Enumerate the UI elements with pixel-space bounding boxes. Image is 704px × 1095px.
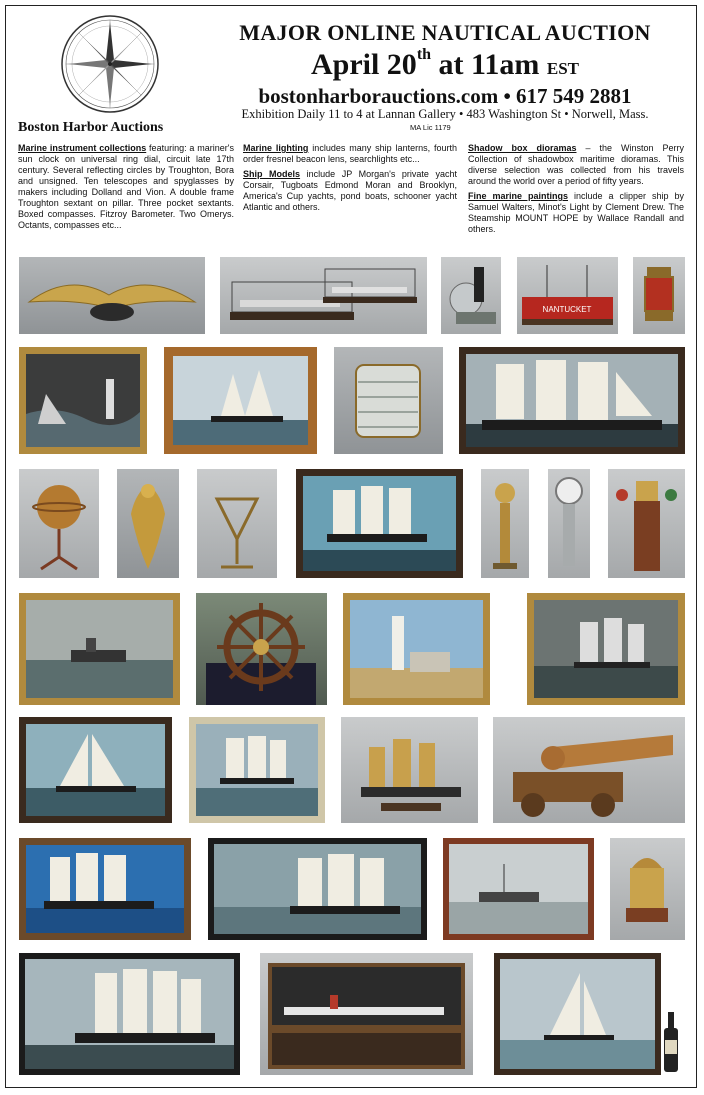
terrestrial-globe-photo[interactable] [19,469,99,578]
tugboat-painting[interactable] [19,593,180,705]
engine-order-telegraph-photo[interactable] [548,469,590,578]
bronze-cannon-photo[interactable] [493,717,685,823]
lighthouse-storm-painting[interactable] [19,347,147,454]
license-number: MA Lic 1179 [410,123,451,132]
steamship-painting[interactable] [443,838,594,940]
large-ship-diorama-photo[interactable] [19,953,240,1075]
sloop-diorama-photo[interactable] [19,717,172,823]
clipper-diorama-photo[interactable] [296,469,463,578]
column-instruments: Marine instrument collections featuring: a mariner's sun clock on universal ring dial, circuit late 17th century. Several reflecting circles by Troughton, Bora and unsigned. Ten telescopes and spyglasses by makers including Dolland and Vion. A double frame Troughton sextant on pillar. Three pocket sextants. Boxed compasses. Fitzroy Barometer. Two Omerys. Octants, compasses etc... [18,143,234,230]
lightship-model-photo[interactable] [517,257,618,334]
ship-models-cases-photo[interactable] [220,257,427,334]
lightship-label: NANTUCKET [542,305,592,314]
clipper-shadowbox-photo[interactable] [208,838,427,940]
auction-title: MAJOR ONLINE NAUTICAL AUCTION [239,20,651,45]
clipper-ship-painting[interactable] [527,593,685,705]
ship-telegraph-photo[interactable] [481,469,529,578]
ship-model-photo[interactable] [341,717,478,823]
column-lighting-models: Marine lighting includes many ship lanterns, fourth order fresnel beacon lens, searchlights etc... Ship Models include JP Morgan's private yacht Corsair, Tugboats Edmond Moran and Brooklyn, America's Cup yachts, pond boats, schooner yacht Atlantic and others. [243,143,457,212]
lighthouse-painting[interactable] [343,593,490,705]
cased-steam-yacht-model[interactable] [260,953,473,1075]
fresnel-lens-photo[interactable] [334,347,443,454]
compass-rose-logo [60,14,160,114]
blue-ship-diorama-photo[interactable] [19,838,191,940]
ship-wheel-photo[interactable] [196,593,327,705]
gilt-angel-figure-photo[interactable] [117,469,179,578]
binnacle-compass-photo[interactable] [608,469,685,578]
brass-binnacle-photo[interactable] [610,838,685,940]
brand-name: Boston Harbor Auctions [18,120,164,135]
sextant-on-pillar-photo[interactable] [197,469,277,578]
bottle-globe-photo[interactable] [441,257,501,334]
yacht-diorama-photo[interactable] [494,953,661,1075]
ship-lantern-photo[interactable] [633,257,685,334]
full-rigged-ship-diorama[interactable] [459,347,685,454]
ship-diorama-photo[interactable] [189,717,325,823]
schooner-diorama-photo[interactable] [164,347,317,454]
contact-line[interactable]: bostonharborauctions.com • 617 549 2881 [258,84,632,108]
auction-date: April 20th at 11am EST [310,46,580,81]
wine-bottle-photo[interactable] [661,1010,681,1074]
column-dioramas-paintings: Shadow box dioramas – the Winston Perry Collection of shadowbox maritime dioramas. This diverse selection was collected from his travels around the world over a period of fifty years. Fine marine paintings include a clipper ship by Samuel Walters, Minot's Light by Clement Drew. The Steamship MOUNT HOPE by Wallace Randall and others. [468,143,685,234]
exhibition-line: Exhibition Daily 11 to 4 at Lannan Gallery • 483 Washington St • Norwell, Mass. [241,107,649,121]
eagle-carving-photo[interactable] [19,257,205,334]
